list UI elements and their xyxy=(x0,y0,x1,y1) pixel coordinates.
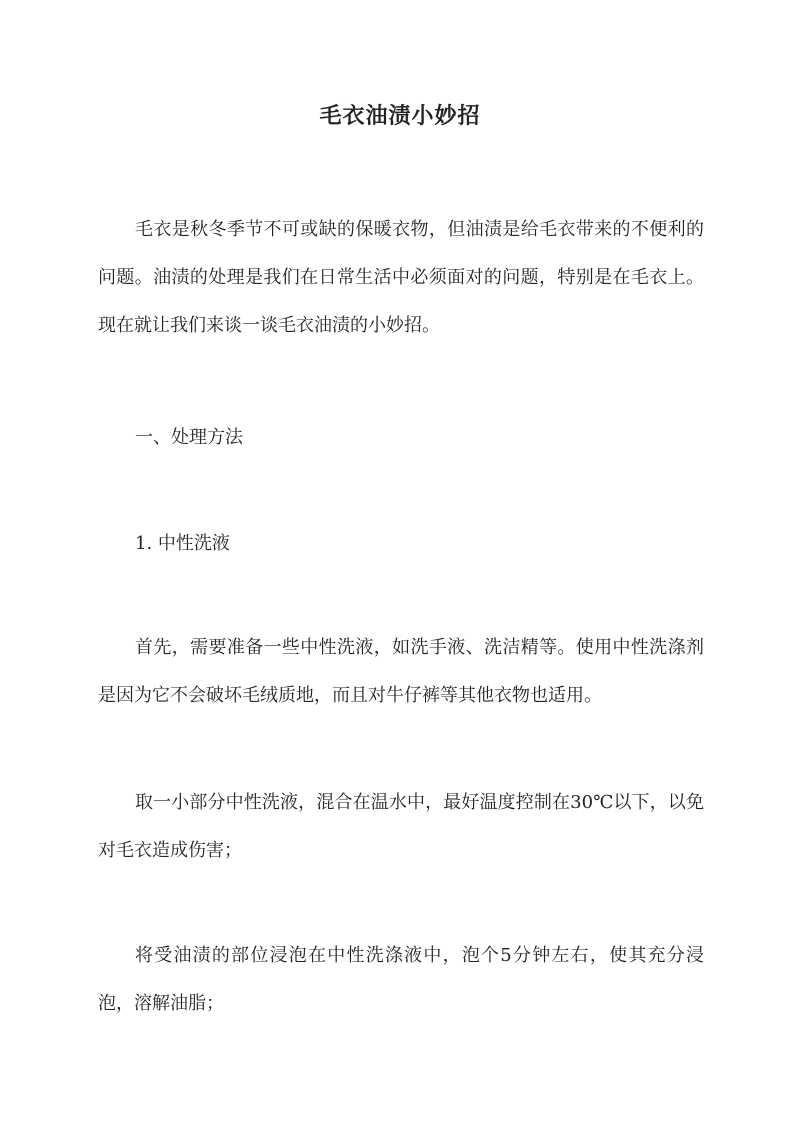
section-heading: 一、处理方法 xyxy=(135,427,243,448)
body-paragraph: 将受油渍的部位浸泡在中性洗涤液中，泡个5分钟左右，使其充分浸泡，溶解油脂； xyxy=(98,945,704,1014)
body-paragraph: 首先，需要准备一些中性洗液，如洗手液、洗洁精等。使用中性洗涤剂是因为它不会破坏毛绒质地，而且对牛仔裤等其他衣物也适用。 xyxy=(98,637,704,706)
intro-paragraph: 毛衣是秋冬季节不可或缺的保暖衣物，但油渍是给毛衣带来的不便利的问题。油渍的处理是我们在日常生活中必须面对的问题，特别是在毛衣上。现在就让我们来谈一谈毛衣油渍的小妙招。 xyxy=(98,219,704,336)
subsection-heading: 1. 中性洗液 xyxy=(135,533,230,554)
document-title: 毛衣油渍小妙招 xyxy=(319,103,481,129)
body-paragraph: 取一小部分中性洗液，混合在温水中，最好温度控制在30℃以下，以免对毛衣造成伤害； xyxy=(98,792,704,861)
